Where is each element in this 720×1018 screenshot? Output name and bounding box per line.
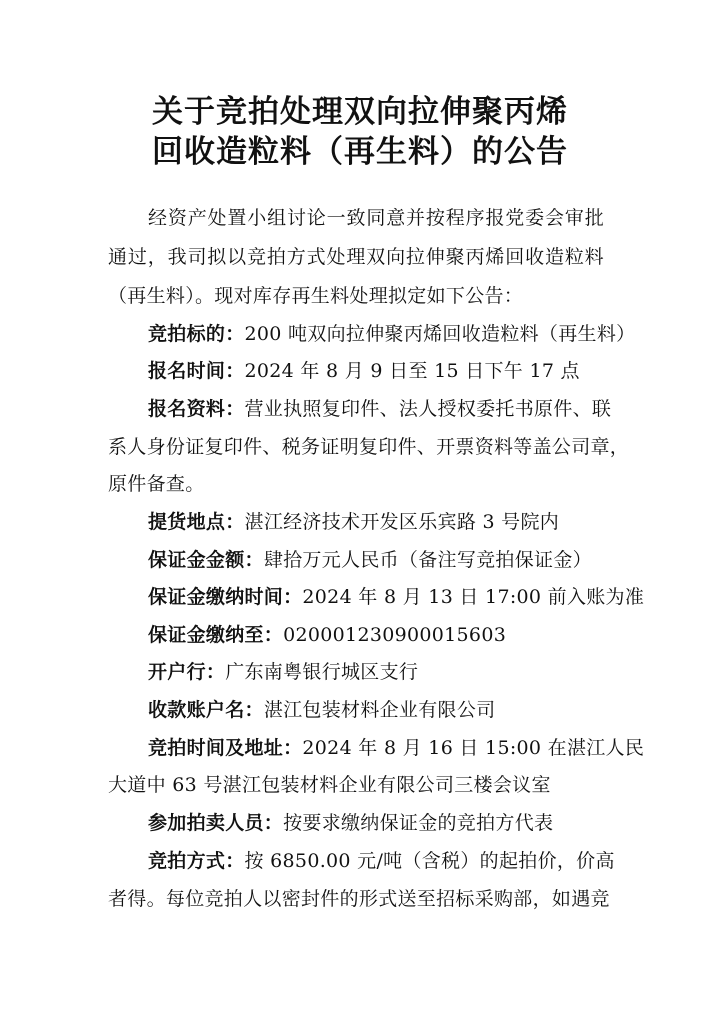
subject-value: 200 吨双向拉伸聚丙烯回收造粒料（再生料）	[244, 323, 636, 345]
subject-row	[148, 319, 635, 346]
deposit-amount-value: 肆拾万元人民币（备注写竞拍保证金）	[263, 549, 592, 571]
auction-time-place-row	[148, 733, 645, 760]
registration-docs-label: 报名资料：	[148, 398, 245, 420]
bank-row	[148, 657, 418, 684]
payee-row	[148, 695, 495, 722]
registration-time-value: 2024 年 8 月 9 日至 15 日下午 17 点	[244, 360, 580, 382]
auction-time-place-value-1: 2024 年 8 月 16 日 15:00 在湛江人民	[302, 737, 645, 759]
participants-value: 按要求缴纳保证金的竞拍方代表	[283, 812, 554, 834]
deposit-amount-row	[148, 545, 592, 572]
registration-docs-value-1: 营业执照复印件、法人授权委托书原件、联	[244, 398, 612, 420]
payee-label: 收款账户名：	[148, 699, 264, 721]
deposit-account-value: 020001230900015603	[283, 624, 507, 646]
auction-time-place-line-2: 大道中 63 号湛江包装材料企业有限公司三楼会议室	[108, 774, 551, 796]
pickup-location-value: 湛江经济技术开发区乐宾路 3 号院内	[244, 511, 560, 533]
document-title-line-1: 关于竞拍处理双向拉伸聚丙烯	[152, 94, 568, 130]
deposit-deadline-label: 保证金缴纳时间：	[148, 586, 303, 608]
intro-line-2: 通过，我司拟以竞拍方式处理双向拉伸聚丙烯回收造粒料	[108, 246, 604, 268]
subject-label: 竞拍标的：	[148, 323, 245, 345]
pickup-location-row	[148, 507, 559, 534]
payee-value: 湛江包装材料企业有限公司	[263, 699, 496, 721]
registration-docs-line-3: 原件备查。	[108, 473, 205, 495]
participants-label: 参加拍卖人员：	[148, 812, 284, 834]
auction-time-place-label: 竞拍时间及地址：	[148, 737, 303, 759]
bank-value: 广东南粤银行城区支行	[225, 661, 419, 683]
registration-time-row	[148, 356, 580, 383]
document-title-line-2: 回收造粒料（再生料）的公告	[152, 134, 568, 170]
pickup-location-label: 提货地点：	[148, 511, 245, 533]
participants-row	[148, 808, 553, 835]
method-line-2: 者得。每位竞拍人以密封件的形式送至招标采购部，如遇竞	[108, 888, 610, 910]
intro-line-1: 经资产处置小组讨论一致同意并按程序报党委会审批	[148, 207, 604, 229]
deposit-deadline-value: 2024 年 8 月 13 日 17:00 前入账为准	[302, 586, 645, 608]
deposit-account-label: 保证金缴纳至：	[148, 624, 284, 646]
method-row	[148, 846, 615, 873]
registration-docs-line-2: 系人身份证复印件、税务证明复印件、开票资料等盖公司章，	[108, 436, 630, 458]
method-value-1: 按 6850.00 元/吨（含税）的起拍价，价高	[244, 850, 615, 872]
bank-label: 开户行：	[148, 661, 226, 683]
intro-line-3: （再生料）。现对库存再生料处理拟定如下公告：	[108, 285, 524, 307]
registration-time-label: 报名时间：	[148, 360, 245, 382]
deposit-amount-label: 保证金金额：	[148, 549, 264, 571]
deposit-account-row	[148, 620, 506, 647]
method-label: 竞拍方式：	[148, 850, 245, 872]
registration-docs-row	[148, 394, 612, 421]
deposit-deadline-row	[148, 582, 644, 609]
